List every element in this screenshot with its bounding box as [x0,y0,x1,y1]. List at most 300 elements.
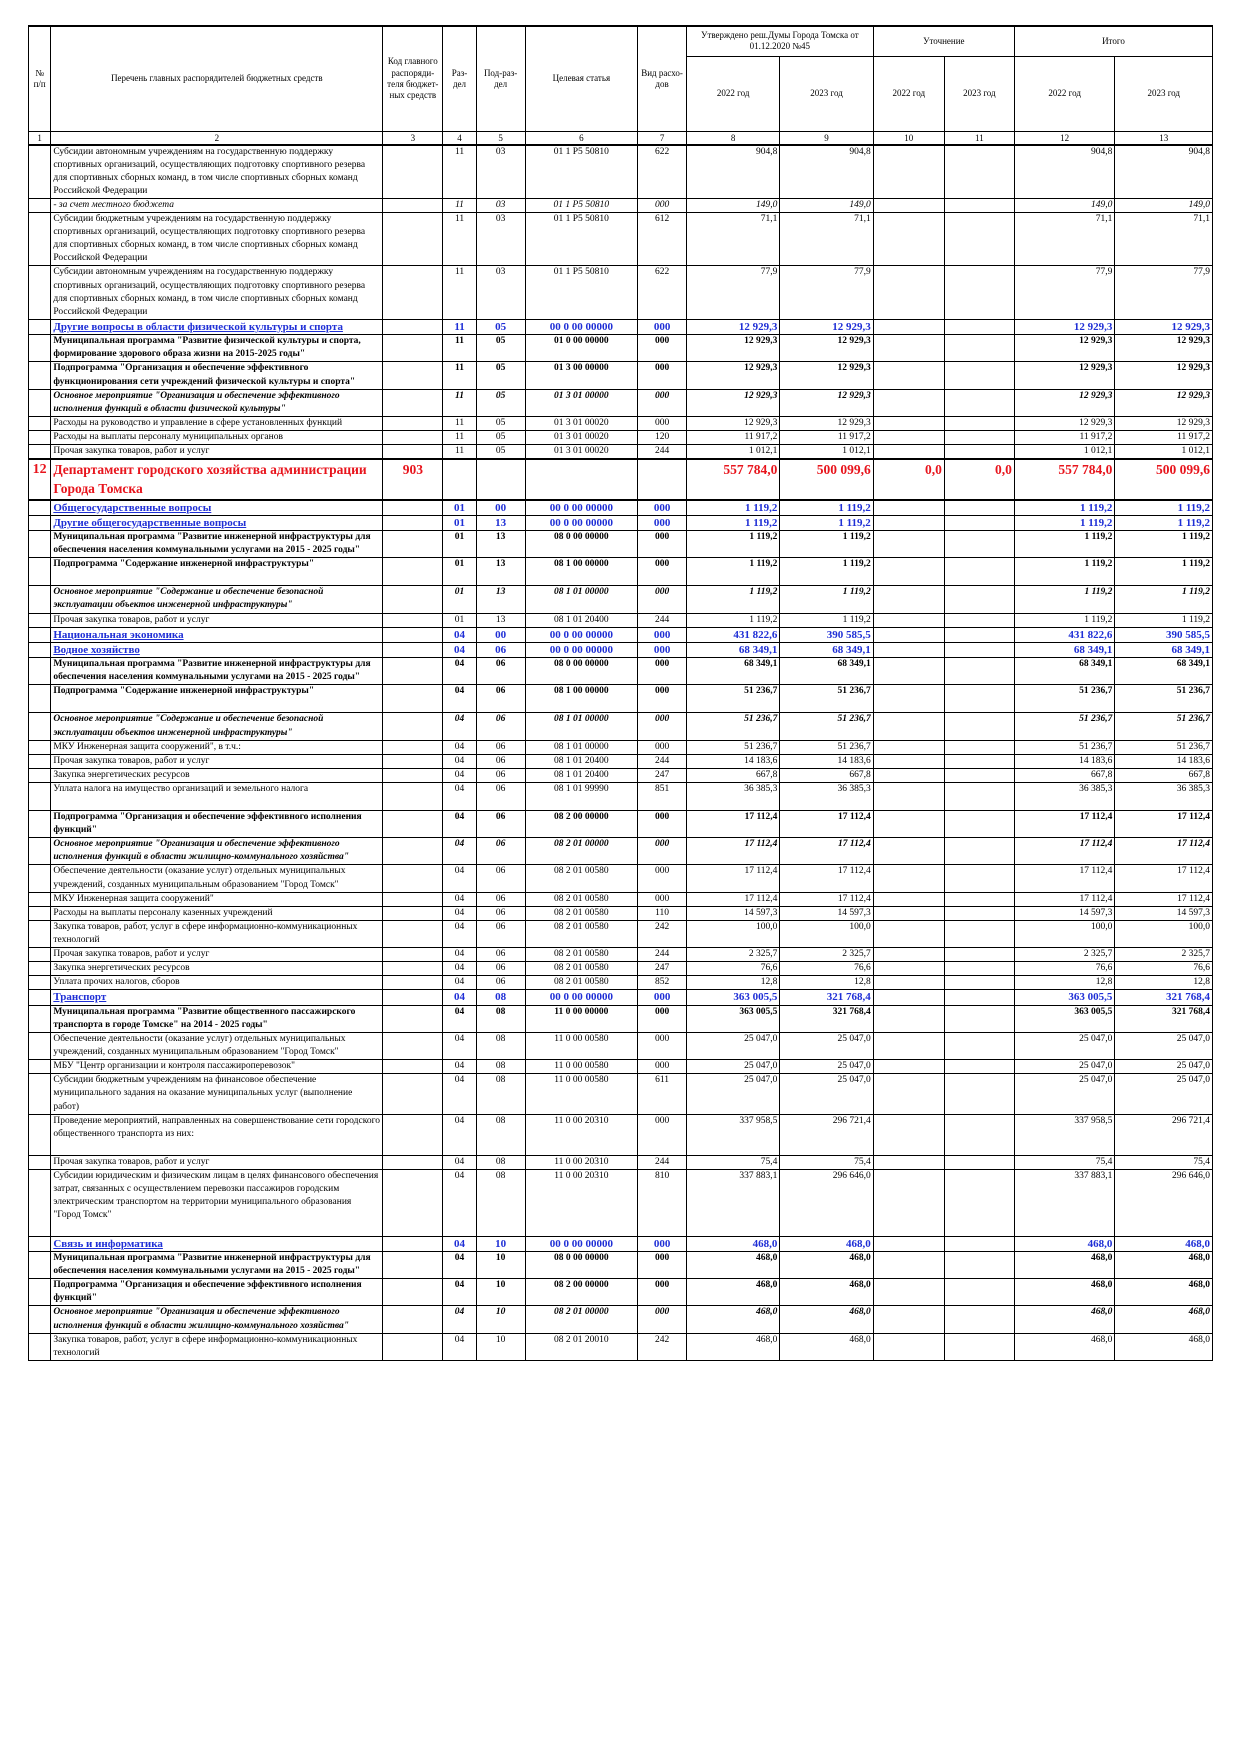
row-approved-2023: 75,4 [780,1155,873,1169]
row-code [383,658,443,685]
row-approved-2023: 76,6 [780,962,873,976]
row-approved-2023: 51 236,7 [780,713,873,740]
column-number: 7 [638,131,687,145]
row-podrazdel: 08 [476,1074,525,1114]
row-vid: 810 [638,1169,687,1236]
row-total-2023: 12,8 [1115,976,1213,990]
row-clarification-2022 [873,1005,944,1032]
row-code [383,906,443,920]
row-total-2023: 75,4 [1115,1155,1213,1169]
row-approved-2023: 100,0 [780,920,873,947]
row-clarification-2022 [873,319,944,334]
row-total-2023: 14 183,6 [1115,754,1213,768]
row-clarification-2022 [873,768,944,782]
row-approved-2023: 321 768,4 [780,990,873,1005]
row-total-2023: 468,0 [1115,1306,1213,1333]
row-index [29,920,51,947]
row-clarification-2022 [873,213,944,266]
header-podrazdel: Под-раз-дел [476,26,525,131]
row-total-2022: 468,0 [1014,1279,1115,1306]
row-vid: 000 [638,335,687,362]
row-approved-2023: 14 597,3 [780,906,873,920]
row-total-2022: 363 005,5 [1014,990,1115,1005]
row-podrazdel: 13 [476,515,525,530]
row-name: Муниципальная программа "Развитие общественного пассажирского транспорта в городе Томске" на 2014 - 2025 годы" [51,1005,383,1032]
table-row [29,362,1213,389]
row-name: Прочая закупка товаров, работ и услуг [51,445,383,460]
row-index: 12 [29,459,51,499]
row-vid: 000 [638,1306,687,1333]
row-razdel: 04 [443,1236,477,1251]
row-clarification-2022 [873,1169,944,1236]
row-index [29,906,51,920]
row-code [383,838,443,865]
row-podrazdel: 03 [476,198,525,212]
header-target: Целевая статья [525,26,638,131]
row-name: Обеспечение деятельности (оказание услуг) отдельных муниципальных учреждений, созданных муниципальным образованием "Город Томск" [51,1032,383,1059]
table-row [29,990,1213,1005]
row-razdel: 11 [443,430,477,444]
row-total-2022: 11 917,2 [1014,430,1115,444]
row-clarification-2022 [873,335,944,362]
row-code [383,335,443,362]
table-row [29,768,1213,782]
row-clarification-2023 [944,500,1014,516]
row-total-2023: 468,0 [1115,1279,1213,1306]
row-total-2022: 25 047,0 [1014,1074,1115,1114]
row-approved-2022: 904,8 [686,145,779,199]
row-vid: 000 [638,515,687,530]
row-vid: 852 [638,976,687,990]
row-index [29,586,51,613]
row-name: Закупка энергетических ресурсов [51,962,383,976]
row-podrazdel: 13 [476,531,525,558]
row-vid: 000 [638,627,687,642]
row-razdel: 04 [443,1252,477,1279]
row-total-2023: 1 119,2 [1115,613,1213,627]
row-approved-2023: 1 119,2 [780,613,873,627]
header-razdel: Раз-дел [443,26,477,131]
table-row [29,531,1213,558]
row-total-2023: 390 585,5 [1115,627,1213,642]
row-approved-2022: 76,6 [686,962,779,976]
row-razdel: 04 [443,920,477,947]
row-clarification-2023 [944,948,1014,962]
row-approved-2023: 11 917,2 [780,430,873,444]
row-code [383,1005,443,1032]
row-clarification-2023 [944,389,1014,416]
row-code [383,416,443,430]
row-total-2023: 25 047,0 [1115,1060,1213,1074]
row-total-2023: 68 349,1 [1115,642,1213,657]
row-approved-2022: 12 929,3 [686,319,779,334]
row-razdel: 01 [443,515,477,530]
row-target: 08 1 01 20400 [525,754,638,768]
row-clarification-2023 [944,1333,1014,1360]
row-approved-2022: 1 119,2 [686,586,779,613]
row-approved-2022: 75,4 [686,1155,779,1169]
row-target: 00 0 00 00000 [525,627,638,642]
table-row [29,1155,1213,1169]
row-approved-2022: 12,8 [686,976,779,990]
row-index [29,1074,51,1114]
row-approved-2022: 12 929,3 [686,362,779,389]
row-clarification-2022 [873,531,944,558]
row-razdel: 04 [443,740,477,754]
row-total-2023: 17 112,4 [1115,865,1213,892]
row-clarification-2023 [944,685,1014,713]
row-code [383,892,443,906]
row-podrazdel: 06 [476,948,525,962]
row-clarification-2023 [944,145,1014,199]
row-approved-2023: 296 721,4 [780,1114,873,1155]
row-name: Закупка энергетических ресурсов [51,768,383,782]
row-clarification-2023 [944,627,1014,642]
row-total-2022: 468,0 [1014,1236,1115,1251]
table-row [29,740,1213,754]
row-clarification-2022 [873,1074,944,1114]
row-index [29,1114,51,1155]
row-index [29,892,51,906]
row-code [383,558,443,586]
header-approved: Утверждено реш.Думы Города Томска от 01.12.2020 №45 [686,26,873,56]
row-clarification-2022 [873,1060,944,1074]
row-approved-2022: 17 112,4 [686,838,779,865]
row-name: Основное мероприятие "Содержание и обеспечение безопасной эксплуатации объектов инженерной инфраструктуры" [51,586,383,613]
row-target: 08 1 01 20400 [525,768,638,782]
row-podrazdel: 03 [476,145,525,199]
row-clarification-2023 [944,335,1014,362]
row-code [383,627,443,642]
row-name: Муниципальная программа "Развитие инженерной инфраструктуры для обеспечения населения коммунальными услугами на 2015 - 2025 годы" [51,531,383,558]
row-name: Расходы на выплаты персоналу казенных учреждений [51,906,383,920]
row-code [383,586,443,613]
table-row [29,1333,1213,1360]
row-approved-2022: 1 119,2 [686,613,779,627]
row-total-2022: 667,8 [1014,768,1115,782]
row-podrazdel: 08 [476,990,525,1005]
row-vid: 000 [638,658,687,685]
row-target: 08 2 01 00580 [525,892,638,906]
row-target: 08 2 01 00580 [525,948,638,962]
column-number: 1 [29,131,51,145]
row-podrazdel: 03 [476,266,525,319]
row-clarification-2022 [873,685,944,713]
row-approved-2023: 77,9 [780,266,873,319]
row-approved-2023: 25 047,0 [780,1060,873,1074]
row-approved-2023: 51 236,7 [780,740,873,754]
row-podrazdel: 08 [476,1155,525,1169]
row-vid: 000 [638,1032,687,1059]
row-vid: 242 [638,1333,687,1360]
row-code [383,740,443,754]
row-vid: 000 [638,740,687,754]
row-total-2023: 11 917,2 [1115,430,1213,444]
row-vid: 000 [638,642,687,657]
table-row [29,1060,1213,1074]
row-name: Подпрограмма "Организация и обеспечение эффективного исполнения функций" [51,1279,383,1306]
row-vid: 000 [638,389,687,416]
row-index [29,713,51,740]
row-approved-2022: 14 183,6 [686,754,779,768]
row-clarification-2022 [873,500,944,516]
row-target: 11 0 00 20310 [525,1114,638,1155]
row-vid: 000 [638,838,687,865]
row-total-2022: 1 119,2 [1014,558,1115,586]
row-code [383,920,443,947]
table-row [29,1236,1213,1251]
row-name: МКУ Инженерная защита сооружений", в т.ч.: [51,740,383,754]
row-clarification-2023 [944,531,1014,558]
row-approved-2023: 17 112,4 [780,892,873,906]
row-index [29,948,51,962]
row-approved-2023: 17 112,4 [780,838,873,865]
row-total-2022: 1 119,2 [1014,531,1115,558]
row-target: 08 1 00 00000 [525,558,638,586]
row-target: 08 1 01 00000 [525,586,638,613]
row-clarification-2022 [873,740,944,754]
row-target: 01 3 00 00000 [525,362,638,389]
row-code [383,865,443,892]
row-vid: 244 [638,948,687,962]
row-razdel: 04 [443,962,477,976]
row-clarification-2023 [944,430,1014,444]
row-podrazdel: 08 [476,1060,525,1074]
row-vid: 000 [638,811,687,838]
row-target [525,459,638,499]
column-number: 13 [1115,131,1213,145]
row-name: Расходы на руководство и управление в сфере установленных функций [51,416,383,430]
row-total-2022: 51 236,7 [1014,713,1115,740]
row-clarification-2022 [873,558,944,586]
row-index [29,658,51,685]
row-vid: 000 [638,500,687,516]
row-razdel: 11 [443,145,477,199]
row-vid: 612 [638,213,687,266]
row-clarification-2023 [944,445,1014,460]
row-name: Основное мероприятие "Организация и обеспечение эффективного исполнения функций в области жилищно-коммунального хозяйства" [51,1306,383,1333]
row-total-2022: 363 005,5 [1014,1005,1115,1032]
row-target: 08 2 01 00580 [525,976,638,990]
row-clarification-2023 [944,920,1014,947]
row-total-2022: 12 929,3 [1014,362,1115,389]
row-clarification-2022 [873,1333,944,1360]
row-total-2022: 25 047,0 [1014,1032,1115,1059]
row-name: Проведение мероприятий, направленных на совершенствование сети городского общественного транспорта из них: [51,1114,383,1155]
row-clarification-2023 [944,515,1014,530]
row-code [383,362,443,389]
row-index [29,430,51,444]
row-clarification-2023 [944,558,1014,586]
row-approved-2023: 468,0 [780,1306,873,1333]
row-index [29,198,51,212]
row-clarification-2022 [873,515,944,530]
row-index [29,558,51,586]
row-name: Общегосударственные вопросы [51,500,383,516]
column-number: 4 [443,131,477,145]
row-approved-2022: 12 929,3 [686,416,779,430]
row-code [383,531,443,558]
row-total-2023: 468,0 [1115,1252,1213,1279]
row-podrazdel: 05 [476,430,525,444]
row-code [383,445,443,460]
row-podrazdel: 05 [476,445,525,460]
row-target: 08 2 01 00580 [525,962,638,976]
row-target: 08 1 01 00000 [525,740,638,754]
table-row [29,642,1213,657]
row-name: Департамент городского хозяйства администрации Города Томска [51,459,383,499]
row-total-2023: 12 929,3 [1115,319,1213,334]
budget-document [28,25,1213,1361]
row-total-2022: 468,0 [1014,1306,1115,1333]
row-clarification-2023 [944,266,1014,319]
row-podrazdel: 05 [476,389,525,416]
row-target: 08 2 01 00000 [525,1306,638,1333]
row-clarification-2023 [944,838,1014,865]
row-approved-2023: 17 112,4 [780,865,873,892]
row-vid: 000 [638,416,687,430]
row-approved-2023: 149,0 [780,198,873,212]
row-code [383,976,443,990]
row-vid: 611 [638,1074,687,1114]
row-approved-2022: 468,0 [686,1333,779,1360]
row-index [29,1279,51,1306]
row-total-2023: 468,0 [1115,1333,1213,1360]
row-podrazdel: 00 [476,627,525,642]
row-index [29,213,51,266]
row-vid: 622 [638,266,687,319]
row-approved-2023: 468,0 [780,1252,873,1279]
row-total-2022: 17 112,4 [1014,811,1115,838]
row-target: 08 2 01 00580 [525,906,638,920]
row-vid: 000 [638,1114,687,1155]
row-vid: 851 [638,783,687,811]
header-year: 2023 год [780,56,873,131]
row-clarification-2022 [873,838,944,865]
row-razdel: 01 [443,558,477,586]
row-approved-2023: 390 585,5 [780,627,873,642]
row-podrazdel: 10 [476,1333,525,1360]
row-podrazdel: 08 [476,1114,525,1155]
row-index [29,962,51,976]
header-code: Код главного распоряди-теля бюджет-ных средств [383,26,443,131]
row-total-2022: 1 119,2 [1014,613,1115,627]
row-clarification-2023 [944,811,1014,838]
table-row [29,198,1213,212]
row-index [29,865,51,892]
row-total-2022: 68 349,1 [1014,642,1115,657]
row-target: 01 1 P5 50810 [525,266,638,319]
row-approved-2023: 468,0 [780,1333,873,1360]
row-approved-2022: 17 112,4 [686,865,779,892]
row-podrazdel: 06 [476,892,525,906]
row-vid: 000 [638,362,687,389]
row-razdel: 04 [443,838,477,865]
row-vid: 244 [638,445,687,460]
row-target: 08 2 00 00000 [525,1279,638,1306]
row-razdel: 04 [443,948,477,962]
row-clarification-2023 [944,416,1014,430]
row-index [29,362,51,389]
row-razdel: 04 [443,658,477,685]
row-clarification-2023 [944,213,1014,266]
row-podrazdel: 06 [476,976,525,990]
row-clarification-2023 [944,1279,1014,1306]
row-total-2023: 1 119,2 [1115,558,1213,586]
table-row [29,976,1213,990]
row-index [29,266,51,319]
row-clarification-2023 [944,1032,1014,1059]
row-total-2022: 337 958,5 [1014,1114,1115,1155]
row-code [383,754,443,768]
row-total-2022: 14 183,6 [1014,754,1115,768]
row-name: - за счет местного бюджета [51,198,383,212]
row-approved-2022: 1 119,2 [686,558,779,586]
row-index [29,627,51,642]
header-year: 2022 год [873,56,944,131]
row-razdel: 04 [443,627,477,642]
row-razdel: 04 [443,1279,477,1306]
row-razdel: 11 [443,445,477,460]
row-target: 08 2 00 00000 [525,811,638,838]
row-index [29,1060,51,1074]
row-vid: 000 [638,892,687,906]
row-vid: 000 [638,198,687,212]
row-clarification-2023 [944,892,1014,906]
row-clarification-2022 [873,266,944,319]
row-approved-2023: 1 119,2 [780,558,873,586]
row-razdel: 04 [443,1169,477,1236]
column-number: 11 [944,131,1014,145]
row-target: 01 3 01 00020 [525,430,638,444]
table-row [29,145,1213,199]
row-approved-2022: 11 917,2 [686,430,779,444]
row-approved-2022: 17 112,4 [686,811,779,838]
row-razdel: 11 [443,266,477,319]
row-total-2022: 1 119,2 [1014,500,1115,516]
row-target: 11 0 00 20310 [525,1169,638,1236]
row-approved-2023: 1 119,2 [780,586,873,613]
table-row [29,1005,1213,1032]
row-total-2022: 17 112,4 [1014,865,1115,892]
row-name: Уплата налога на имущество организаций и земельного налога [51,783,383,811]
row-total-2022: 149,0 [1014,198,1115,212]
row-code [383,642,443,657]
row-clarification-2023 [944,642,1014,657]
row-vid: 242 [638,920,687,947]
column-number: 8 [686,131,779,145]
row-total-2023: 500 099,6 [1115,459,1213,499]
row-vid [638,459,687,499]
row-code [383,948,443,962]
row-total-2022: 431 822,6 [1014,627,1115,642]
row-code [383,1306,443,1333]
row-podrazdel: 05 [476,416,525,430]
table-row [29,1074,1213,1114]
row-name: Обеспечение деятельности (оказание услуг) отдельных муниципальных учреждений, созданных муниципальным образованием "Город Томск" [51,865,383,892]
row-podrazdel: 06 [476,685,525,713]
column-number: 2 [51,131,383,145]
row-approved-2023: 296 646,0 [780,1169,873,1236]
row-code [383,713,443,740]
row-code [383,1155,443,1169]
row-target: 08 2 01 00580 [525,865,638,892]
row-approved-2023: 1 119,2 [780,531,873,558]
row-approved-2022: 77,9 [686,266,779,319]
row-clarification-2022 [873,416,944,430]
table-header [29,26,1213,145]
row-target: 00 0 00 00000 [525,319,638,334]
